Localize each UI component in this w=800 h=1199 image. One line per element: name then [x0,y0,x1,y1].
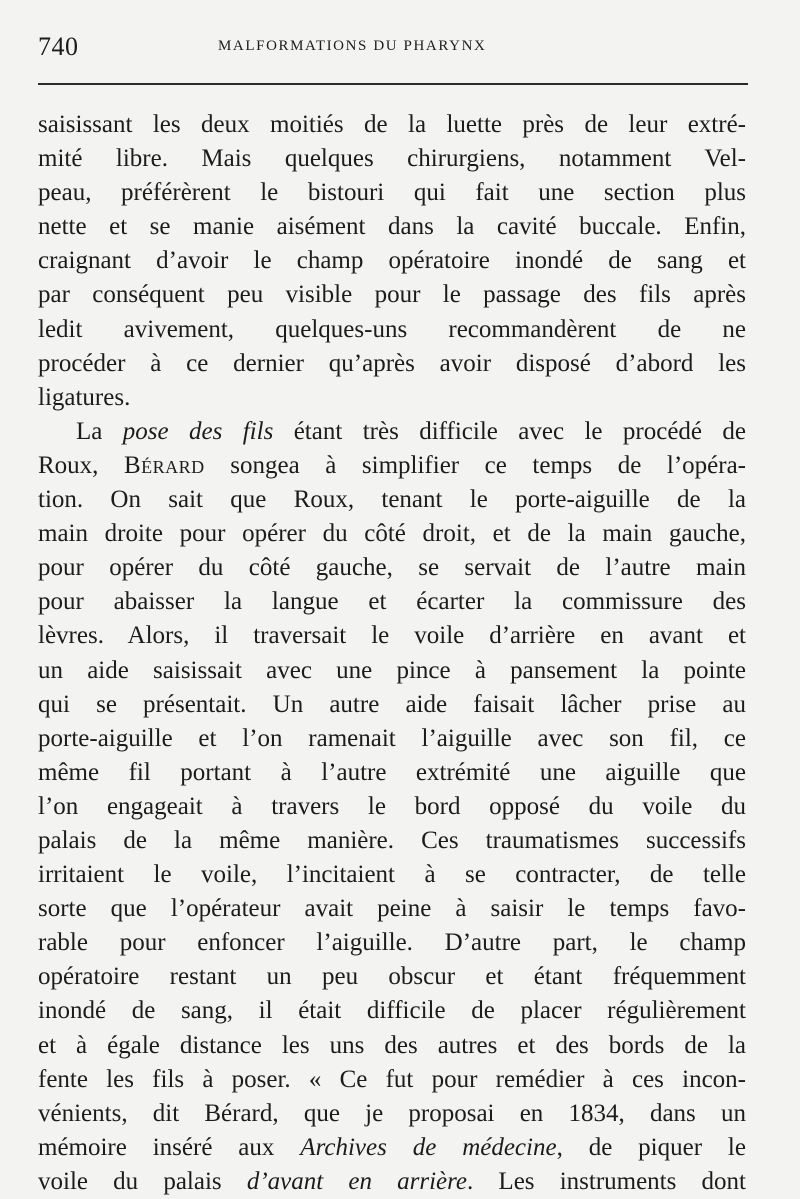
text-line [38,585,746,619]
text-segment: . Les instruments dont [467,1167,746,1195]
body-text [38,108,746,1199]
text-segment: Roux, [38,451,124,479]
text-segment: étant très difficile avec le procédé de [273,417,746,445]
text-line [38,176,746,210]
text-segment: ligatures. [38,383,131,411]
text-segment: procéder à ce dernier qu’après avoir disposé d’abord les [38,349,746,377]
page-number: 740 [38,32,79,61]
text-segment: ledit avivement, quelques-uns recommandèrent de ne [38,315,746,343]
text-segment: palais de la même manière. Ces traumatismes successifs [38,826,746,854]
text-line [38,858,746,892]
text-segment: même fil portant à l’autre extrémité une aiguille que [38,758,746,786]
text-segment: un aide saisissait avec une pince à pansement la pointe [38,656,746,684]
text-segment: inondé de sang, il était difficile de placer régulièrement [38,997,746,1025]
text-line [38,210,746,244]
text-segment: opératoire restant un peu obscur et étant fréquemment [38,963,746,991]
text-line [38,1097,746,1131]
text-segment: pour opérer du côté gauche, se servait de l’autre main [38,554,746,582]
text-segment: sorte que l’opérateur avait peine à saisir le temps favo- [38,895,746,923]
text-segment: et à égale distance les uns des autres et des bords de la [38,1031,746,1059]
text-line [38,347,746,381]
text-line [38,994,746,1028]
text-line [38,1165,746,1199]
italic-text: Archives de médecine [300,1133,557,1161]
text-segment: vénients, dit Bérard, que je proposai en 1834, dans un [38,1099,746,1127]
italic-text: pose des fils [122,417,274,445]
text-line [38,790,746,824]
text-line [38,313,746,347]
text-line [38,278,746,312]
text-segment: saisissant les deux moitiés de la luette près de leur extré- [38,111,746,138]
text-segment: pour abaisser la langue et écarter la commissure des [38,588,746,616]
text-line [38,688,746,722]
text-segment: lèvres. Alors, il traversait le voile d’arrière en avant et [38,622,746,650]
italic-text: d’avant en arrière [246,1167,468,1195]
text-segment: tion. On sait que Roux, tenant le porte-aiguille de la [38,486,746,514]
text-line [38,108,746,142]
text-line [38,926,746,960]
text-line [38,722,746,756]
text-segment: nette et se manie aisément dans la cavité buccale. Enfin, [38,213,746,241]
text-segment: voile du palais [38,1167,247,1195]
text-line [38,892,746,926]
small-caps-name: Bérard [124,451,205,479]
text-segment: l’on engageait à travers le bord opposé du voile du [38,792,746,820]
text-line [38,381,746,415]
text-segment: mémoire inséré aux [38,1133,301,1161]
text-segment: , de piquer le [556,1133,746,1161]
text-line [38,483,746,517]
text-segment: fente les fils à poser. « Ce fut pour remédier à ces incon- [38,1065,746,1093]
text-segment: qui se présentait. Un autre aide faisait lâcher prise au [38,690,746,718]
text-line [38,551,746,585]
text-line [38,654,746,688]
text-line [38,244,746,278]
text-segment: peau, préférèrent le bistouri qui fait une section plus [38,179,746,207]
text-line [38,960,746,994]
text-segment: main droite pour opérer du côté droit, et de la main gauche, [38,520,746,548]
text-line [38,415,746,449]
text-segment: rable pour enfoncer l’aiguille. D’autre part, le champ [38,929,746,957]
text-segment: porte-aiguille et l’on ramenait l’aiguille avec son fil, ce [38,724,746,752]
text-line [38,756,746,790]
text-segment: songea à simplifier ce temps de l’opéra- [204,451,746,479]
text-line [38,824,746,858]
text-line [38,1063,746,1097]
running-title: MALFORMATIONS DU PHARYNX [218,38,487,54]
text-segment: irritaient le voile, l’incitaient à se contracter, de telle [38,861,746,889]
text-line [38,1131,746,1165]
text-segment: par conséquent peu visible pour le passage des fils après [38,281,746,309]
text-line [38,142,746,176]
text-segment: mité libre. Mais quelques chirurgiens, notamment Vel- [38,145,746,173]
text-line [38,449,746,483]
text-segment: La [76,417,123,445]
text-line [38,517,746,551]
page-header [38,30,748,70]
header-rule [38,83,748,85]
text-line [38,1029,746,1063]
text-segment: craignant d’avoir le champ opératoire inondé de sang et [38,247,746,275]
text-line [38,619,746,653]
